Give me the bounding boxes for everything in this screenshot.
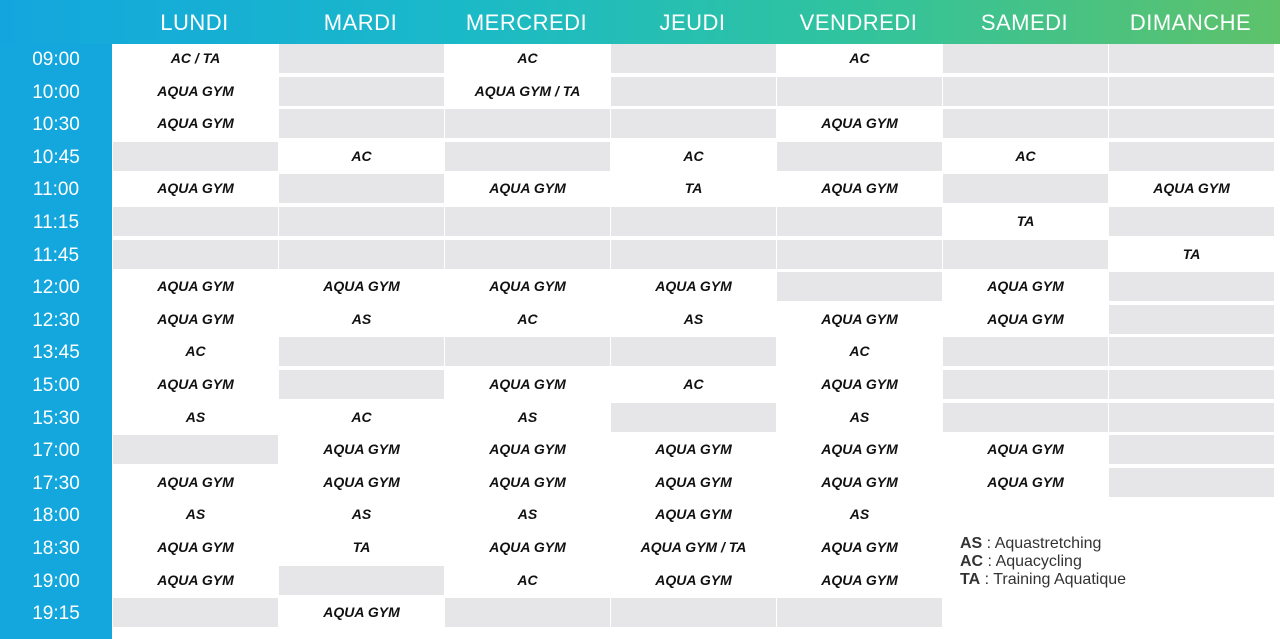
class-cell: AQUA GYM	[445, 533, 610, 562]
class-cell: AQUA GYM	[943, 305, 1108, 334]
class-cell: AQUA GYM	[777, 566, 942, 595]
empty-cell	[1109, 305, 1274, 334]
time-label: 10:00	[32, 81, 80, 103]
empty-cell	[777, 272, 942, 301]
empty-cell	[1109, 272, 1274, 301]
class-cell: AS	[279, 305, 444, 334]
time-label: 12:00	[32, 277, 80, 299]
empty-cell	[445, 142, 610, 171]
empty-cell	[113, 598, 278, 627]
class-cell: AS	[113, 403, 278, 432]
class-cell: AC	[445, 44, 610, 73]
legend-code: TA	[960, 571, 981, 588]
empty-cell	[943, 240, 1108, 269]
empty-cell	[1109, 566, 1274, 595]
empty-cell	[1109, 468, 1274, 497]
class-cell: AQUA GYM	[279, 435, 444, 464]
legend-text: Aquacycling	[995, 553, 1082, 570]
empty-cell	[943, 598, 1108, 627]
class-cell: AC	[445, 305, 610, 334]
empty-cell	[777, 598, 942, 627]
time-label: 15:30	[32, 407, 80, 429]
empty-cell	[611, 337, 776, 366]
class-cell: AQUA GYM	[777, 370, 942, 399]
time-label: 17:00	[32, 440, 80, 462]
class-cell: AS	[279, 500, 444, 529]
class-cell: AS	[445, 403, 610, 432]
legend-text: Training Aquatique	[993, 571, 1127, 588]
class-cell: AS	[445, 500, 610, 529]
empty-cell	[1109, 533, 1274, 562]
empty-cell	[777, 142, 942, 171]
class-cell: TA	[611, 174, 776, 203]
legend-separator: :	[983, 553, 996, 570]
empty-cell	[113, 207, 278, 236]
class-cell: AC	[943, 142, 1108, 171]
time-column	[0, 44, 112, 639]
empty-cell	[1109, 142, 1274, 171]
empty-cell	[279, 77, 444, 106]
time-label: 09:00	[32, 49, 80, 70]
empty-cell	[943, 337, 1108, 366]
time-label: 18:30	[32, 538, 80, 559]
empty-cell	[113, 435, 278, 464]
class-cell: AQUA GYM	[943, 435, 1108, 464]
class-cell: AQUA GYM	[113, 305, 278, 334]
class-cell: AQUA GYM	[777, 109, 942, 138]
empty-cell	[279, 44, 444, 73]
empty-cell	[611, 44, 776, 73]
class-cell: AS	[113, 500, 278, 529]
class-cell: AQUA GYM	[445, 174, 610, 203]
class-cell: AQUA GYM	[611, 435, 776, 464]
empty-cell	[445, 240, 610, 269]
class-cell: AC	[611, 142, 776, 171]
class-cell: AQUA GYM	[943, 468, 1108, 497]
empty-cell	[445, 109, 610, 138]
class-cell: AC	[279, 403, 444, 432]
time-label: 12:30	[32, 309, 80, 331]
empty-cell	[611, 403, 776, 432]
class-cell: AQUA GYM	[445, 272, 610, 301]
class-cell: AC	[777, 44, 942, 73]
empty-cell	[943, 77, 1108, 106]
empty-cell	[445, 337, 610, 366]
empty-cell	[1109, 337, 1274, 366]
empty-cell	[943, 500, 1108, 529]
class-cell: AS	[777, 403, 942, 432]
legend-item-ta	[960, 571, 1126, 589]
class-cell: AQUA GYM	[611, 272, 776, 301]
empty-cell	[445, 207, 610, 236]
empty-cell	[611, 240, 776, 269]
time-label: 13:45	[32, 342, 80, 364]
empty-cell	[279, 207, 444, 236]
empty-cell	[777, 77, 942, 106]
empty-cell	[611, 598, 776, 627]
class-cell: AQUA GYM	[777, 468, 942, 497]
class-cell: AC	[279, 142, 444, 171]
class-cell: AQUA GYM / TA	[611, 533, 776, 562]
class-cell: AS	[611, 305, 776, 334]
class-cell: AQUA GYM	[611, 500, 776, 529]
legend-code: AS	[960, 535, 983, 552]
empty-cell	[279, 566, 444, 595]
legend-code: AC	[960, 553, 984, 570]
class-cell: TA	[943, 207, 1108, 236]
empty-cell	[1109, 598, 1274, 627]
time-label: 19:00	[32, 570, 80, 592]
time-label: 15:00	[32, 375, 80, 396]
legend-separator: :	[982, 535, 995, 552]
day-header-jeudi: JEUDI	[659, 10, 726, 35]
class-cell: AQUA GYM	[279, 598, 444, 627]
class-cell: AQUA GYM	[113, 272, 278, 301]
time-label: 11:15	[32, 212, 80, 233]
legend-text: Aquastretching	[994, 535, 1102, 552]
empty-cell	[279, 109, 444, 138]
empty-cell	[611, 207, 776, 236]
empty-cell	[943, 403, 1108, 432]
empty-cell	[279, 337, 444, 366]
time-label: 11:45	[32, 244, 80, 266]
class-cell: AQUA GYM	[611, 468, 776, 497]
time-label: 10:30	[32, 114, 80, 136]
empty-cell	[1109, 77, 1274, 106]
class-cell: AQUA GYM	[445, 370, 610, 399]
empty-cell	[611, 77, 776, 106]
day-header-bar	[0, 0, 1280, 44]
class-cell: AQUA GYM	[279, 468, 444, 497]
empty-cell	[1109, 370, 1274, 399]
class-cell: AQUA GYM	[1109, 174, 1274, 203]
empty-cell	[943, 44, 1108, 73]
empty-cell	[777, 207, 942, 236]
class-cell: AQUA GYM	[113, 566, 278, 595]
class-cell: AQUA GYM	[113, 533, 278, 562]
class-cell: AQUA GYM	[113, 77, 278, 106]
empty-cell	[279, 370, 444, 399]
legend-item-as	[960, 535, 1126, 553]
class-cell: AC	[113, 337, 278, 366]
class-cell: AQUA GYM	[279, 272, 444, 301]
class-cell: AQUA GYM	[445, 468, 610, 497]
time-label: 10:45	[32, 146, 80, 168]
class-cell: AS	[777, 500, 942, 529]
legend-separator: :	[980, 571, 994, 588]
legend	[960, 535, 1126, 589]
day-header-samedi: SAMEDI	[980, 10, 1069, 35]
time-label: 17:30	[32, 472, 80, 494]
empty-cell	[279, 174, 444, 203]
empty-cell	[1109, 500, 1274, 529]
empty-cell	[1109, 207, 1274, 236]
empty-cell	[1109, 435, 1274, 464]
class-cell: TA	[279, 533, 444, 562]
empty-cell	[113, 142, 278, 171]
empty-cell	[943, 109, 1108, 138]
class-cell: TA	[1109, 240, 1274, 269]
class-cell: AQUA GYM	[113, 174, 278, 203]
class-cell: AC	[777, 337, 942, 366]
empty-cell	[611, 109, 776, 138]
class-cell: AQUA GYM	[113, 109, 278, 138]
day-header-mardi: MARDI	[323, 10, 398, 35]
day-header-vendredi: VENDREDI	[799, 10, 918, 35]
empty-cell	[1109, 44, 1274, 73]
empty-cell	[445, 598, 610, 627]
day-header-lundi: LUNDI	[160, 10, 229, 35]
empty-cell	[279, 240, 444, 269]
time-label: 19:15	[32, 603, 80, 625]
empty-cell	[1109, 403, 1274, 432]
class-cell: AC	[445, 566, 610, 595]
class-cell: AQUA GYM	[777, 533, 942, 562]
class-cell: AQUA GYM	[943, 272, 1108, 301]
class-cell: AQUA GYM	[777, 305, 942, 334]
day-header-mercredi: MERCREDI	[465, 10, 588, 35]
empty-cell	[1109, 109, 1274, 138]
empty-cell	[113, 240, 278, 269]
class-cell: AQUA GYM	[611, 566, 776, 595]
time-label: 18:00	[32, 505, 80, 527]
class-cell: AQUA GYM	[113, 468, 278, 497]
class-cell: AQUA GYM	[777, 174, 942, 203]
class-cell: AQUA GYM	[777, 435, 942, 464]
time-label: 11:00	[32, 179, 80, 201]
class-cell: AC	[611, 370, 776, 399]
empty-cell	[777, 240, 942, 269]
empty-cell	[943, 370, 1108, 399]
legend-item-ac	[960, 553, 1126, 571]
class-cell: AQUA GYM	[113, 370, 278, 399]
class-cell: AC / TA	[113, 44, 278, 73]
empty-cell	[943, 174, 1108, 203]
class-cell: AQUA GYM / TA	[445, 77, 610, 106]
day-header-dimanche: DIMANCHE	[1129, 10, 1252, 35]
class-cell: AQUA GYM	[445, 435, 610, 464]
